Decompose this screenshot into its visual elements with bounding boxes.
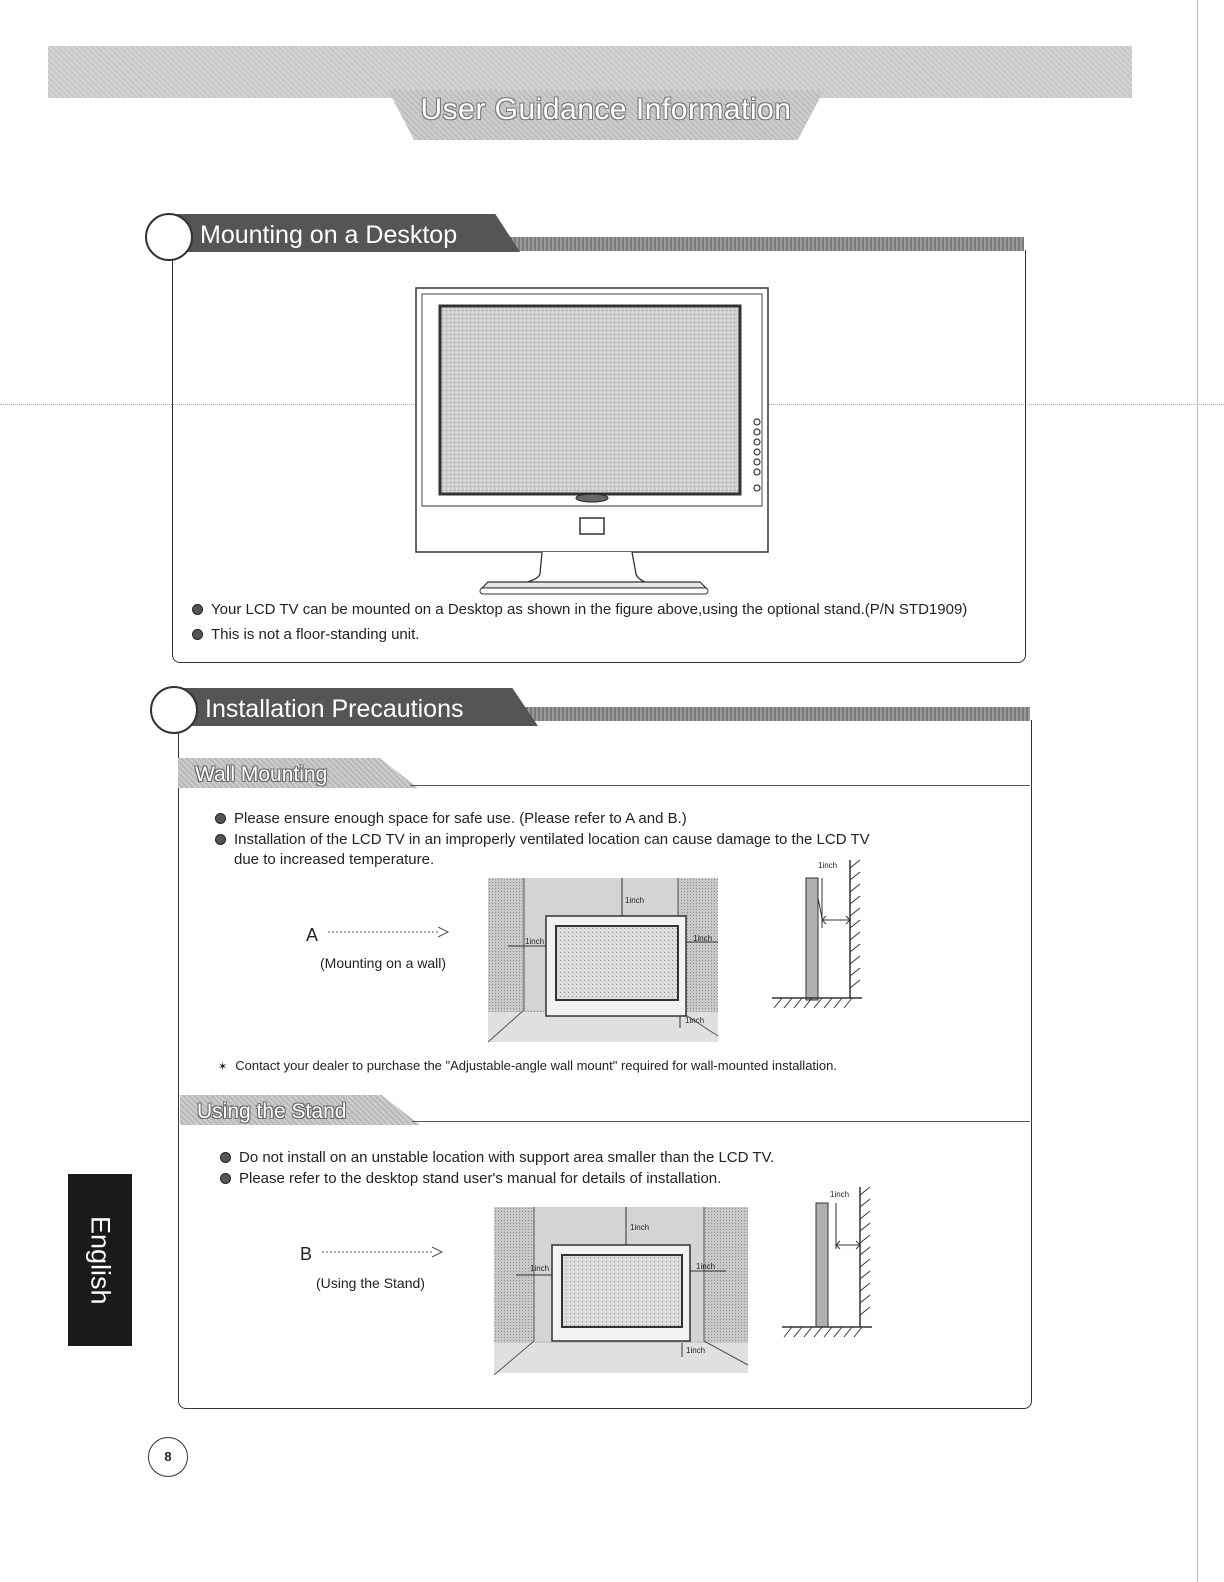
note-mark-icon: ✶ [218,1061,228,1073]
bullet-icon [220,1173,231,1184]
desktop-bullet-2: This is not a floor-standing unit. [192,626,419,644]
stand-bullet-2: Please refer to the desktop stand user's manual for details of installation. [220,1170,721,1188]
inch-label-top-b: 1inch [630,1223,650,1232]
page-number: 8 [148,1437,188,1477]
subsection-title-wall: Wall Mounting [195,763,328,786]
figure-caption-a: (Mounting on a wall) [320,955,447,971]
language-tab-label: English [85,1215,116,1305]
arrow-a-icon [328,926,450,938]
bullet-icon [192,604,203,615]
section-circle-icon [150,686,198,734]
section-title-precautions: Installation Precautions [205,695,464,723]
wall-clearance-side-view [770,858,866,1014]
page-edge-rule [1197,0,1198,1582]
figure-caption-b: (Using the Stand) [316,1275,425,1291]
using-stand-rule [412,1121,1030,1122]
inch-label-left-a: 1inch [525,937,545,946]
wall-mounting-rule [410,785,1030,786]
arrow-b-icon [322,1246,444,1258]
section-circle-icon [145,213,193,261]
wall-mount-note: ✶ Contact your dealer to purchase the "Adjustable-angle wall mount" required for wall-mounted installation. [218,1058,838,1073]
desktop-section-bar [470,237,1024,251]
figure-label-b: B [300,1244,313,1264]
inch-label-bottom-a: 1inch [685,1016,705,1025]
bullet-icon [215,834,226,845]
inch-label-top-a: 1inch [625,896,645,905]
page-title: User Guidance Information [420,93,792,126]
desktop-bullet-1: Your LCD TV can be mounted on a Desktop as shown in the figure above,using the optional stand.(P/N STD1909) [192,601,967,619]
bullet-icon [220,1152,231,1163]
inch-label-left-b: 1inch [530,1264,550,1273]
wall-bullet-2: Installation of the LCD TV in an improperly ventilated location can cause damage to the LCD TV [215,831,870,849]
precautions-section-bar [486,707,1030,721]
desktop-tv-illustration [410,282,782,602]
figure-label-a: A [306,925,319,945]
subsection-title-stand: Using the Stand [197,1100,347,1123]
wall-bullet-1: Please ensure enough space for safe use. (Please refer to A and B.) [215,810,687,828]
inch-label-right-a: 1inch [693,934,713,943]
wall-bullet-2-continuation: due to increased temperature. [234,851,435,868]
inch-label-right-b: 1inch [696,1262,716,1271]
stand-clearance-side-view [780,1185,876,1341]
bullet-icon [192,629,203,640]
stand-illustration [486,1205,752,1377]
section-title-desktop: Mounting on a Desktop [200,221,458,249]
inch-label-side-b: 1inch [830,1190,850,1199]
bullet-icon [215,813,226,824]
inch-label-side-a: 1inch [818,861,838,870]
inch-label-bottom-b: 1inch [686,1346,706,1355]
stand-bullet-1: Do not install on an unstable location with support area smaller than the LCD TV. [220,1149,774,1167]
